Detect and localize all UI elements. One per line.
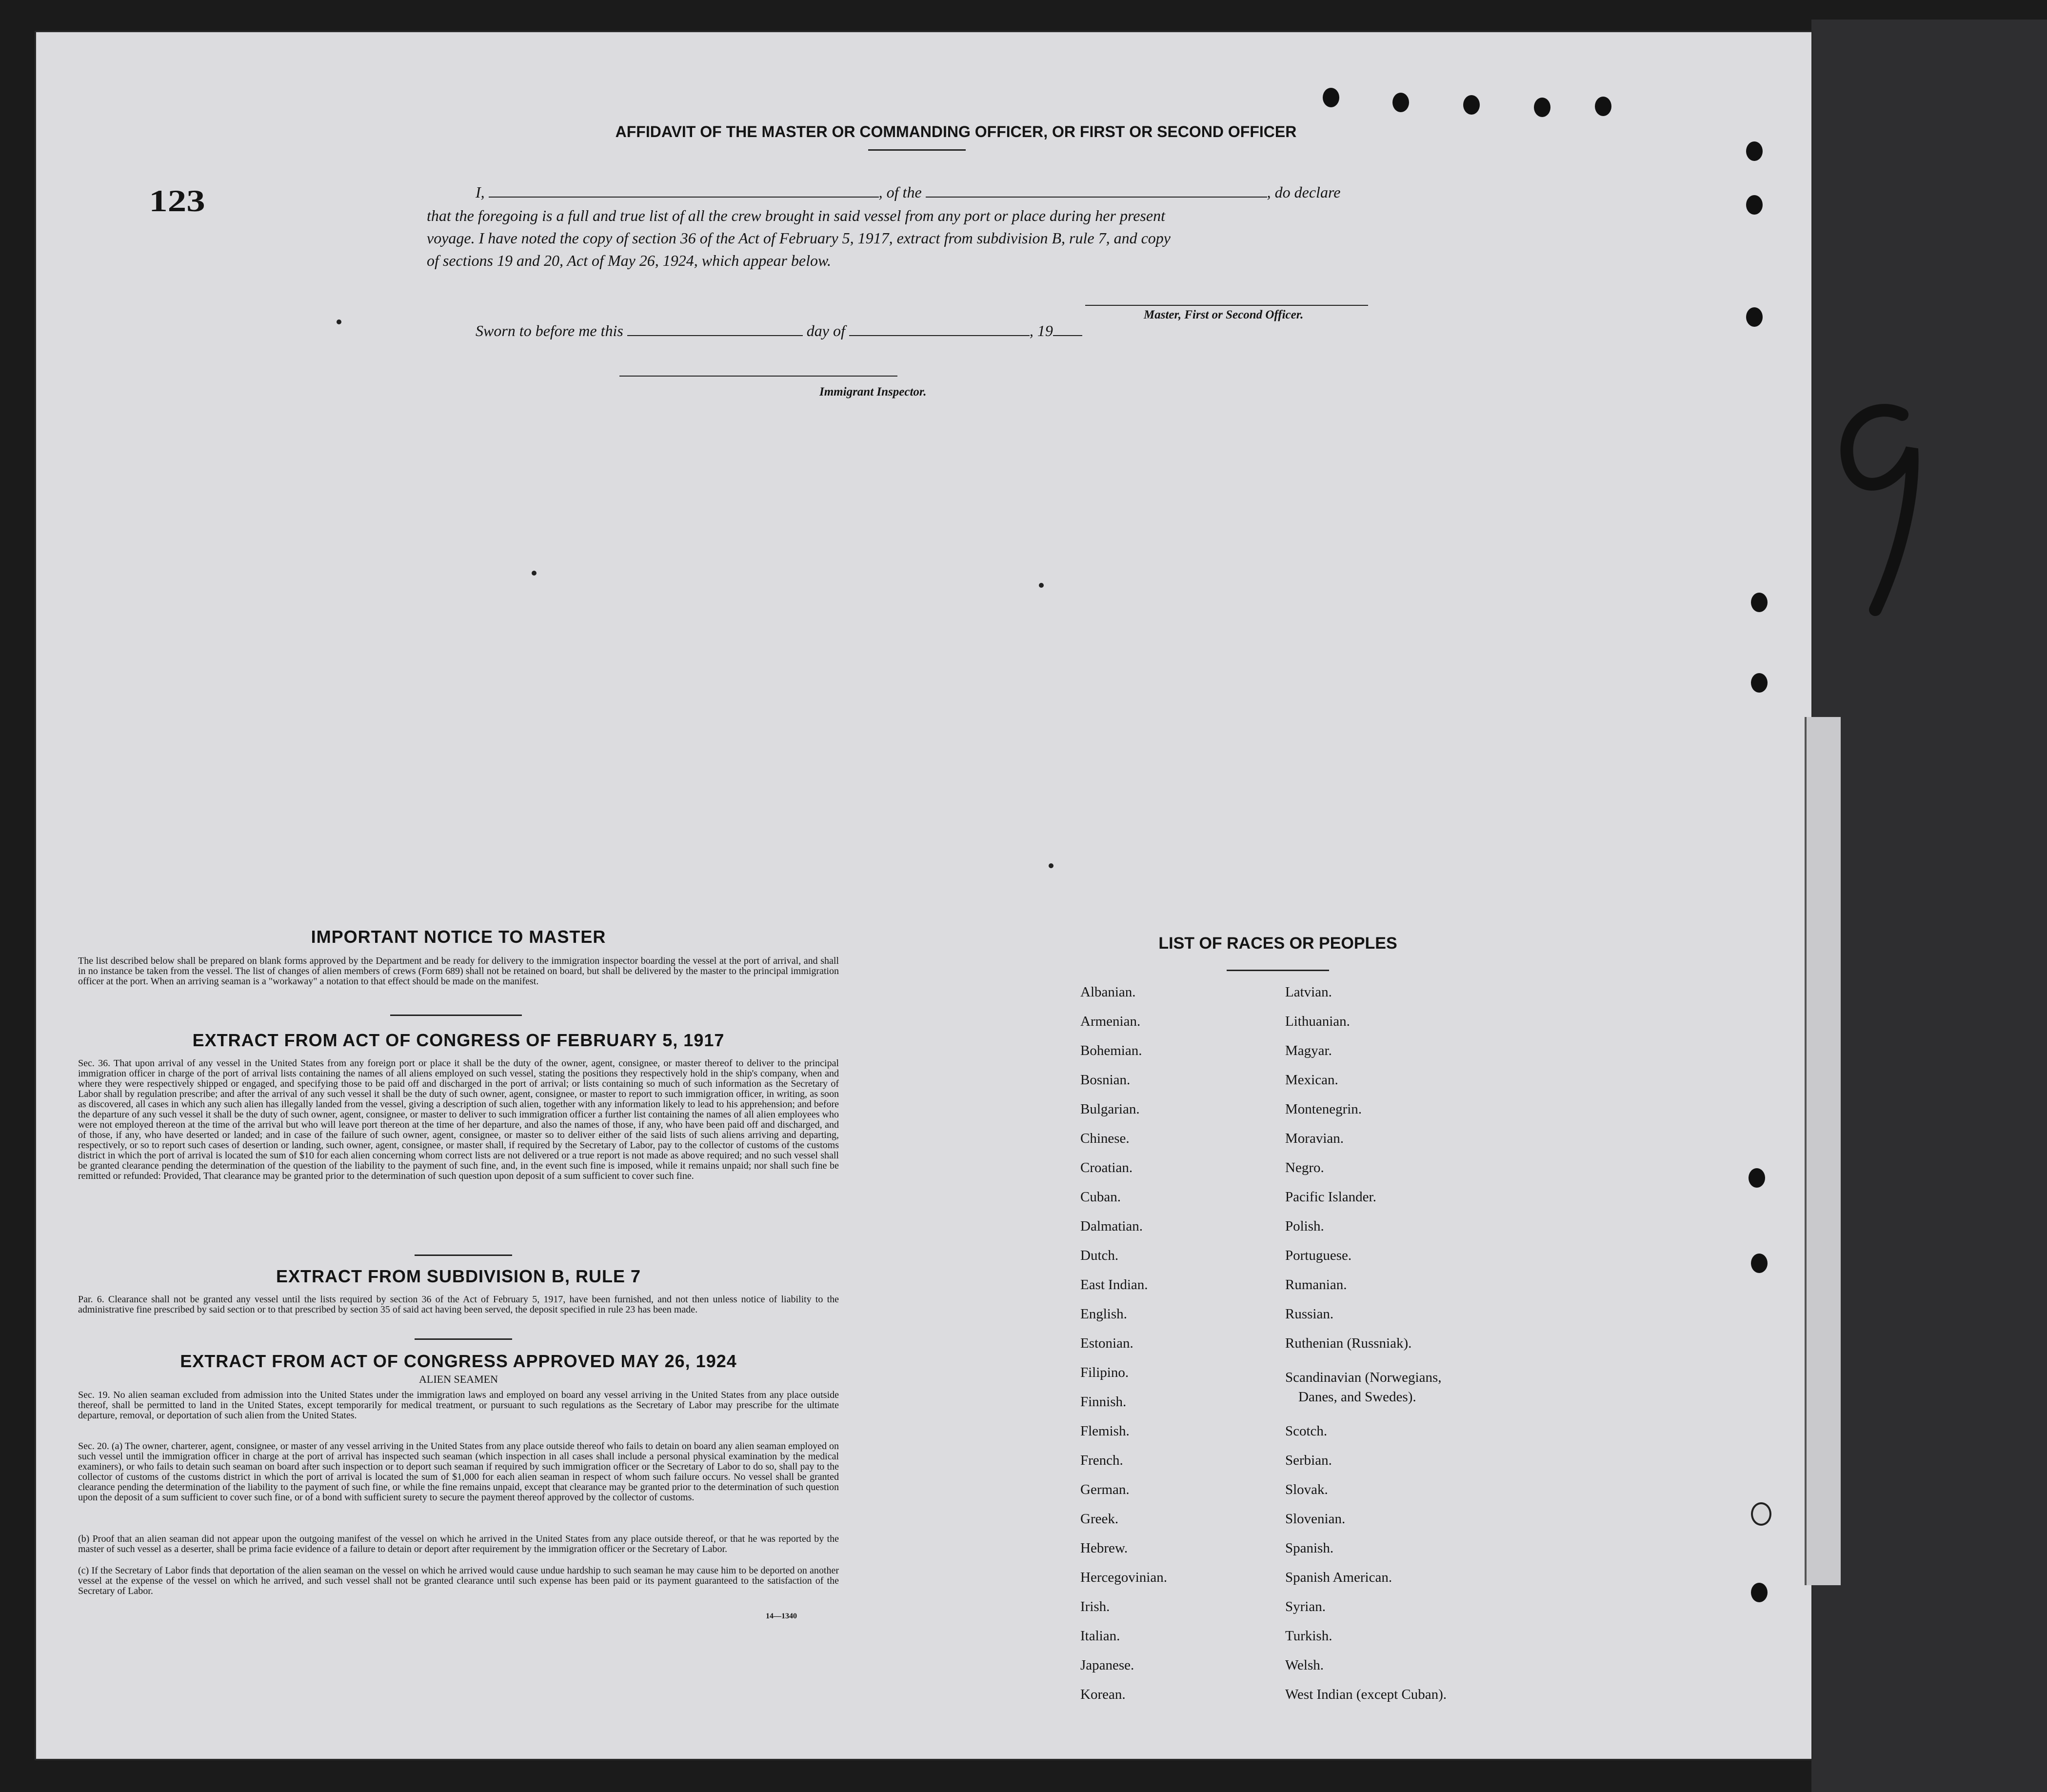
- race-item: Estonian.: [1080, 1335, 1133, 1351]
- vessel-prefix: , of the: [878, 183, 922, 201]
- sworn-month-field[interactable]: [849, 335, 1030, 336]
- affidavit-line-2: that the foregoing is a full and true list of all the crew brought in said vessel from any port or place during her present: [427, 207, 1165, 224]
- race-item: French.: [1080, 1453, 1123, 1468]
- race-item: Bulgarian.: [1080, 1101, 1140, 1117]
- race-item: Pacific Islander.: [1285, 1189, 1376, 1205]
- master-signature-line[interactable]: [1085, 305, 1368, 306]
- races-title: LIST OF RACES OR PEOPLES: [1158, 934, 1397, 953]
- race-item: Negro.: [1285, 1160, 1324, 1175]
- race-item: Latvian.: [1285, 984, 1332, 1000]
- race-item: Serbian.: [1285, 1453, 1332, 1468]
- inspector-caption: Immigrant Inspector.: [819, 385, 927, 398]
- master-signature-caption: Master, First or Second Officer.: [1144, 308, 1304, 321]
- race-item: West Indian (except Cuban).: [1285, 1687, 1447, 1702]
- race-item: Albanian.: [1080, 984, 1136, 1000]
- race-item: Japanese.: [1080, 1657, 1134, 1673]
- race-item: Spanish.: [1285, 1540, 1334, 1556]
- punch-hole: [1746, 141, 1763, 161]
- race-item: Scandinavian (Norwegians,: [1285, 1370, 1442, 1385]
- race-item: Chinese.: [1080, 1131, 1130, 1146]
- day-of-label: day of: [806, 322, 845, 339]
- race-item: Scotch.: [1285, 1423, 1328, 1439]
- race-item: Russian.: [1285, 1306, 1334, 1322]
- race-item: Dutch.: [1080, 1248, 1119, 1263]
- divider: [415, 1338, 512, 1340]
- race-item: Dalmatian.: [1080, 1218, 1143, 1234]
- divider: [868, 149, 966, 151]
- declare-suffix: , do declare: [1267, 183, 1341, 201]
- sec20a-text: Sec. 20. (a) The owner, charterer, agent, consignee, or master of any vessel arriving in the United States from any place outside thereof who fails to detain on board any alien seaman employed on such vessel until the immigration officer in charge at the port of arrival has inspected such seaman (which inspection in all cases shall include a personal physical examination by the medical examiners), or who fails to detain such seaman on board after such inspection or to deport such seaman if required by such immigration officer or the Secretary of Labor to do so, shall pay to the collector of customs of the customs district in which the port of arrival is located the sum of $1,000 for each alien seaman in respect of whom such failure occurs. No vessel shall be granted clearance pending the determination of the liability to the payment of such fine, or while the fine remains unpaid, except that clearance may be granted prior to the determination of such question upon the deposit of a sum sufficient to cover such fine, or of a bond with sufficient surety to secure the payment thereof approved by the collector of customs.: [78, 1441, 839, 1503]
- punch-hole: [1595, 97, 1611, 116]
- race-item: Spanish American.: [1285, 1570, 1392, 1585]
- race-item: Montenegrin.: [1285, 1101, 1362, 1117]
- race-item: Moravian.: [1285, 1131, 1344, 1146]
- race-item: Mexican.: [1285, 1072, 1338, 1088]
- punch-hole: [1392, 93, 1409, 112]
- race-item: Filipino.: [1080, 1365, 1129, 1380]
- sworn-prefix: Sworn to before me this: [476, 322, 623, 339]
- vessel-name-field[interactable]: [926, 197, 1267, 198]
- race-item: Syrian.: [1285, 1599, 1326, 1614]
- declarant-name-field[interactable]: [489, 197, 879, 198]
- race-item: Cuban.: [1080, 1189, 1121, 1205]
- notice-text: The list described below shall be prepared on blank forms approved by the Department and be ready for delivery to the immigration inspector boarding the vessel at the port of arrival, and shall in no instance be taken from the vessel. The list of changes of alien members of crews (Form 689) shall not be retained on board, but shall be delivered by the master to the principal immigration officer at the port. When an arriving seaman is a "workaway" a notation to that effect should be made on the manifest.: [78, 956, 839, 987]
- declarant-prefix: I,: [476, 183, 485, 201]
- race-item: English.: [1080, 1306, 1127, 1322]
- punch-hole: [1751, 673, 1768, 693]
- punch-hole: [1751, 1583, 1768, 1602]
- race-item: Portuguese.: [1285, 1248, 1352, 1263]
- ink-speck: [1049, 863, 1053, 868]
- ink-speck: [337, 319, 341, 324]
- race-item: Greek.: [1080, 1511, 1119, 1527]
- divider: [1227, 970, 1329, 971]
- race-item: Lithuanian.: [1285, 1014, 1350, 1029]
- race-item: Irish.: [1080, 1599, 1110, 1614]
- margin-mark: 123: [149, 183, 205, 218]
- race-item: Slovenian.: [1285, 1511, 1346, 1527]
- affidavit-line-3: voyage. I have noted the copy of section 36 of the Act of February 5, 1917, extract from subdivision B, rule 7, and copy: [427, 229, 1171, 247]
- ink-speck: [532, 571, 537, 576]
- race-item: East Indian.: [1080, 1277, 1148, 1293]
- affidavit-line-4: of sections 19 and 20, Act of May 26, 1924, which appear below.: [427, 252, 831, 269]
- rule7-title: EXTRACT FROM SUBDIVISION B, RULE 7: [276, 1266, 641, 1286]
- punch-hole: [1746, 307, 1763, 327]
- punch-hole: [1751, 1254, 1768, 1273]
- race-item: German.: [1080, 1482, 1130, 1497]
- race-item: Bosnian.: [1080, 1072, 1131, 1088]
- race-item-continued: Danes, and Swedes).: [1298, 1389, 1416, 1405]
- divider: [390, 1015, 522, 1016]
- divider: [415, 1254, 512, 1256]
- notice-title: IMPORTANT NOTICE TO MASTER: [311, 927, 606, 947]
- affidavit-line-1: [476, 183, 1340, 201]
- race-item: Welsh.: [1285, 1657, 1324, 1673]
- race-item: Rumanian.: [1285, 1277, 1347, 1293]
- inspector-signature-line[interactable]: [619, 376, 897, 377]
- punch-hole: [1751, 1502, 1771, 1526]
- punch-hole: [1463, 95, 1480, 115]
- sec20b-text: (b) Proof that an alien seaman did not appear upon the outgoing manifest of the vessel on which he arrived in the United States from any place outside thereof, or that he was reported by the master of such vessel as a deserter, shall be prima facie evidence of a failure to detain or deport after requirement by the immigration officer or the Secretary of Labor.: [78, 1533, 839, 1554]
- year-prefix: , 19: [1029, 322, 1053, 339]
- sworn-day-field[interactable]: [627, 335, 803, 336]
- race-item: Hebrew.: [1080, 1540, 1128, 1556]
- race-item: Croatian.: [1080, 1160, 1133, 1175]
- handwritten-page-number: [1829, 395, 1927, 619]
- punch-hole: [1534, 98, 1550, 117]
- page-tab-edge: [1805, 717, 1841, 1585]
- race-item: Ruthenian (Russniak).: [1285, 1335, 1412, 1351]
- race-item: Magyar.: [1285, 1043, 1332, 1058]
- sworn-line: [476, 322, 1082, 340]
- rule7-text: Par. 6. Clearance shall not be granted any vessel until the lists required by section 36 of the Act of February 5, 1917, have been furnished, and not then unless notice of liability to the administrative fine prescribed by said section or to that prescribed by section 35 of said act having been served, the deposit specified in rule 23 has been made.: [78, 1294, 839, 1315]
- extract-1924-subtitle: ALIEN SEAMEN: [419, 1373, 498, 1385]
- punch-hole: [1323, 88, 1339, 107]
- punch-hole: [1746, 195, 1763, 215]
- race-item: Armenian.: [1080, 1014, 1141, 1029]
- race-item: Slovak.: [1285, 1482, 1328, 1497]
- extract-1917-title: EXTRACT FROM ACT OF CONGRESS OF FEBRUARY 5, 1917: [192, 1030, 725, 1050]
- sec19-text: Sec. 19. No alien seaman excluded from admission into the United States under the immigration laws and employed on board any vessel arriving in the United States from any place outside thereof, shall be permitted to land in the United States, except temporarily for medical treatment, or pursuant to such regulations as the Secretary of Labor may prescribe for the ultimate departure, removal, or deportation of such alien from the United States.: [78, 1390, 839, 1421]
- race-item: Italian.: [1080, 1628, 1120, 1644]
- form-number: 14—1340: [766, 1612, 797, 1620]
- race-item: Finnish.: [1080, 1394, 1127, 1410]
- punch-hole: [1751, 593, 1768, 612]
- binding-edge: [1811, 20, 2047, 1792]
- race-item: Polish.: [1285, 1218, 1324, 1234]
- affidavit-title: AFFIDAVIT OF THE MASTER OR COMMANDING OFFICER, OR FIRST OR SECOND OFFICER: [615, 123, 1297, 140]
- ink-speck: [1039, 583, 1044, 588]
- race-item: Korean.: [1080, 1687, 1126, 1702]
- sworn-year-field[interactable]: [1053, 335, 1082, 336]
- punch-hole: [1749, 1168, 1765, 1188]
- sec20c-text: (c) If the Secretary of Labor finds that deportation of the alien seaman on the vessel on which he arrived would cause undue hardship to such seaman he may cause him to be deported on another vessel at the expense of the vessel on which he arrived, and such vessel shall not be granted clearance until such expense has been paid or its payment guaranteed to the satisfaction of the Secretary of Labor.: [78, 1565, 839, 1596]
- extract-1917-text: Sec. 36. That upon arrival of any vessel in the United States from any foreign port or place it shall be the duty of the owner, agent, consignee, or master thereof to deliver to the principal immigration officer in charge of the port of arrival lists containing the names of all aliens employed on such vessel, stating the positions they respectively hold in the ship's company, when and where they were respectively shipped or engaged, and specifying those to be paid off and discharged in the port of arrival; or lists containing so much of such information as the Secretary of Labor shall by regulation prescribe; and after the arrival of any such vessel it shall be the duty of such owner, agent, consignee, or master to report to such immigration officer, in writing, as soon as discovered, all cases in which any such alien has illegally landed from the vessel, giving a description of such alien, together with any information likely to lead to his apprehension; and before the departure of any such vessel it shall be the duty of such owner, agent, consignee, or master to deliver to such immigration officer a further list containing the names of all alien employees who were not employed thereon at the time of the arrival but who will leave port thereon at the time of her departure, and also the names of those, if any, who have been paid off and discharged, and of those, if any, who have deserted or landed; and in case of the failure of such owner, agent, consignee, or master so to deliver either of the said lists of such aliens arriving and departing, respectively, or so to report such cases of desertion or landing, such owner, agent, consignee, or master shall, if required by the Secretary of Labor, pay to the collector of customs of the customs district in which the port of arrival is located the sum of $10 for each alien concerning whom correct lists are not delivered or a true report is not made as above required; and no such vessel shall be granted clearance pending the determination of the question of the liability to the payment of such fine, and, in the event such fine is imposed, while it remains unpaid; nor shall such fine be remitted or refunded: Provided, That clearance may be granted prior to the determination of such question upon deposit of a sum sufficient to cover such fine.: [78, 1058, 839, 1181]
- extract-1924-title: EXTRACT FROM ACT OF CONGRESS APPROVED MAY 26, 1924: [180, 1351, 737, 1371]
- race-item: Flemish.: [1080, 1423, 1130, 1439]
- race-item: Hercegovinian.: [1080, 1570, 1167, 1585]
- race-item: Bohemian.: [1080, 1043, 1142, 1058]
- race-item: Turkish.: [1285, 1628, 1332, 1644]
